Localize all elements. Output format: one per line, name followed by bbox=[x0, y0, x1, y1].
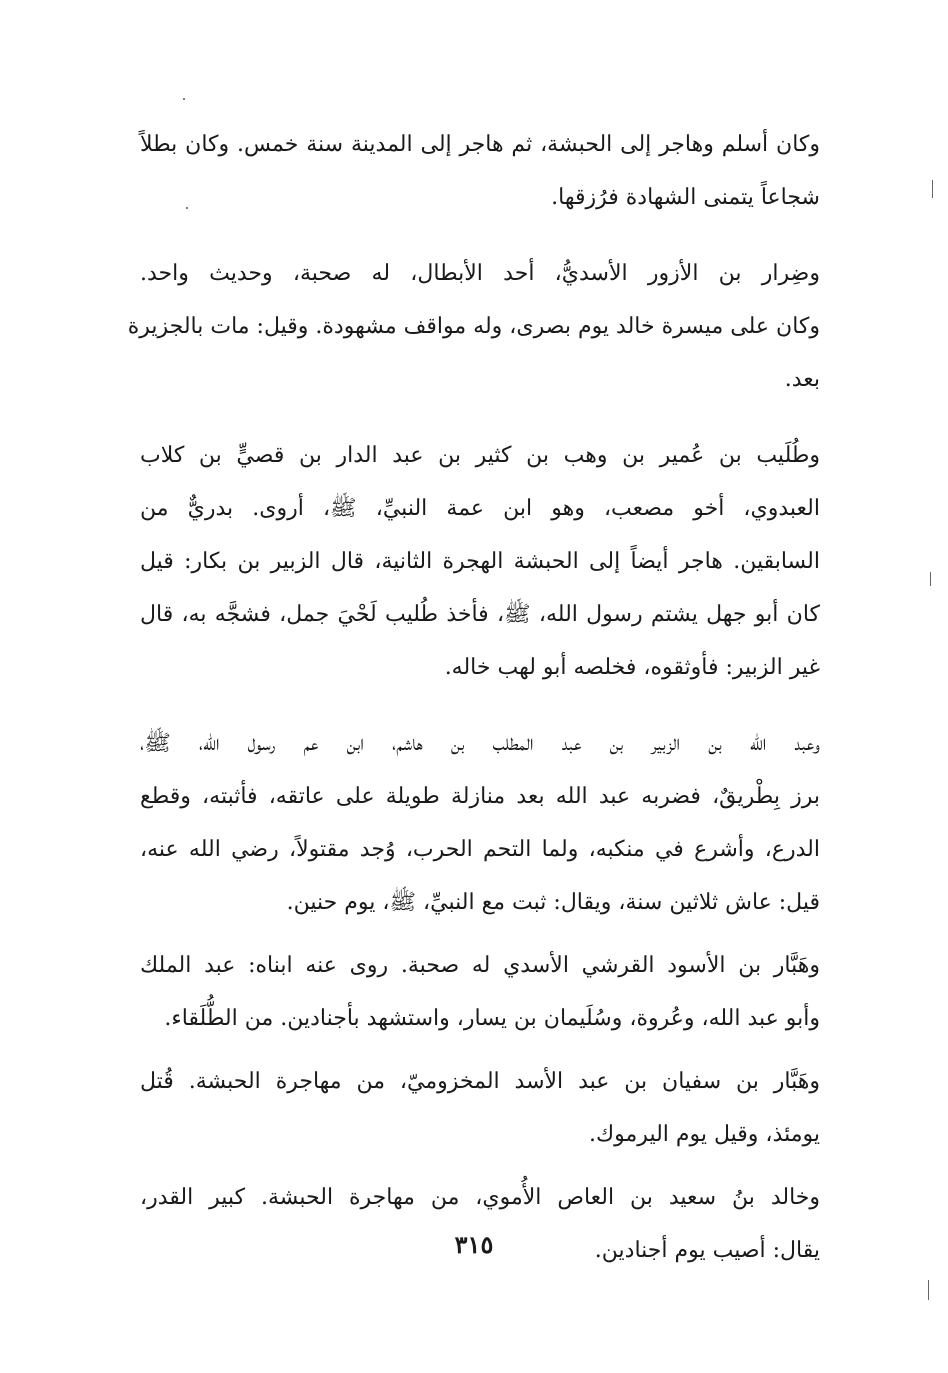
paragraph bbox=[140, 717, 820, 929]
page-number: ٣١٥ bbox=[454, 1230, 494, 1259]
text-line: وعبد الله بن الزبير بن عبد المطلب بن هاشم، ابن عم رسول الله، ﷺ، bbox=[140, 731, 820, 756]
text-line: وكان على ميسرة خالد يوم بصرى، وله مواقف مشهودة. وقيل: مات بالجزيرة bbox=[127, 314, 820, 339]
text-line: شجاعاً يتمنى الشهادة فرُزقها. bbox=[551, 185, 820, 210]
paragraph bbox=[140, 1171, 820, 1277]
text-line: كان أبو جهل يشتم رسول الله، ﷺ، فأخذ طُليب لَحْيَ جمل، فشجَّه به، قال bbox=[140, 602, 821, 627]
text-line: يقال: أصيب يوم أجنادين. bbox=[594, 1238, 820, 1263]
text-line: وخالد بنُ سعيد بن العاص الأُموي، من مهاجرة الحبشة. كبير القدر، bbox=[140, 1185, 820, 1210]
scan-edge-mark bbox=[930, 572, 931, 586]
scan-edge-mark bbox=[928, 1280, 929, 1300]
text-line: بعد. bbox=[784, 367, 820, 392]
text-line: وطُلَيب بن عُمير بن وهب بن كثير بن عبد الدار بن قصيٍّ بن كلاب bbox=[140, 443, 820, 468]
text-line: وضِرار بن الأزور الأسديُّ، أحد الأبطال، له صحبة، وحديث واحد. bbox=[140, 261, 820, 286]
paragraph bbox=[140, 429, 820, 694]
paragraph bbox=[140, 118, 820, 224]
paragraph bbox=[127, 247, 820, 406]
paragraph bbox=[140, 939, 820, 1045]
text-line: برز بِطْريقٌ، فضربه عبد الله بعد منازلة طويلة على عاتقه، فأثبته، وقطع bbox=[140, 784, 820, 809]
scan-speck bbox=[183, 98, 185, 100]
text-line: وأبو عبد الله، وعُروة، وسُلَيمان بن يسار، واستشهد بأجنادين. من الطُّلَقاء. bbox=[164, 1006, 820, 1031]
scan-speck bbox=[186, 207, 188, 209]
text-line: العبدوي، أخو مصعب، وهو ابن عمة النبيِّ، ﷺ، أروى. بدريٌّ من bbox=[140, 496, 820, 521]
page-body bbox=[127, 118, 821, 1277]
text-line: قيل: عاش ثلاثين سنة، ويقال: ثبت مع النبيِّ، ﷺ، يوم حنين. bbox=[286, 890, 820, 915]
paragraph bbox=[140, 1055, 820, 1161]
text-line: وهَبَّار بن سفيان بن عبد الأسد المخزوميّ، من مهاجرة الحبشة. قُتل bbox=[140, 1069, 820, 1094]
text-line: غير الزبير: فأوثقوه، فخلصه أبو لهب خاله. bbox=[444, 655, 820, 680]
text-line: الدرع، وأشرع في منكبه، ولما التحم الحرب، وُجد مقتولاً، رضي الله عنه، bbox=[140, 837, 820, 862]
text-line: وكان أسلم وهاجر إلى الحبشة، ثم هاجر إلى المدينة سنة خمس. وكان بطلاً bbox=[140, 132, 820, 157]
text-line: وهَبَّار بن الأسود القرشي الأسدي له صحبة. روى عنه ابناه: عبد الملك bbox=[140, 953, 820, 978]
scan-edge-mark bbox=[932, 180, 933, 198]
text-line: يومئذ، وقيل يوم اليرموك. bbox=[589, 1122, 820, 1147]
text-line: السابقين. هاجر أيضاً إلى الحبشة الهجرة الثانية، قال الزبير بن بكار: قيل bbox=[140, 549, 820, 574]
